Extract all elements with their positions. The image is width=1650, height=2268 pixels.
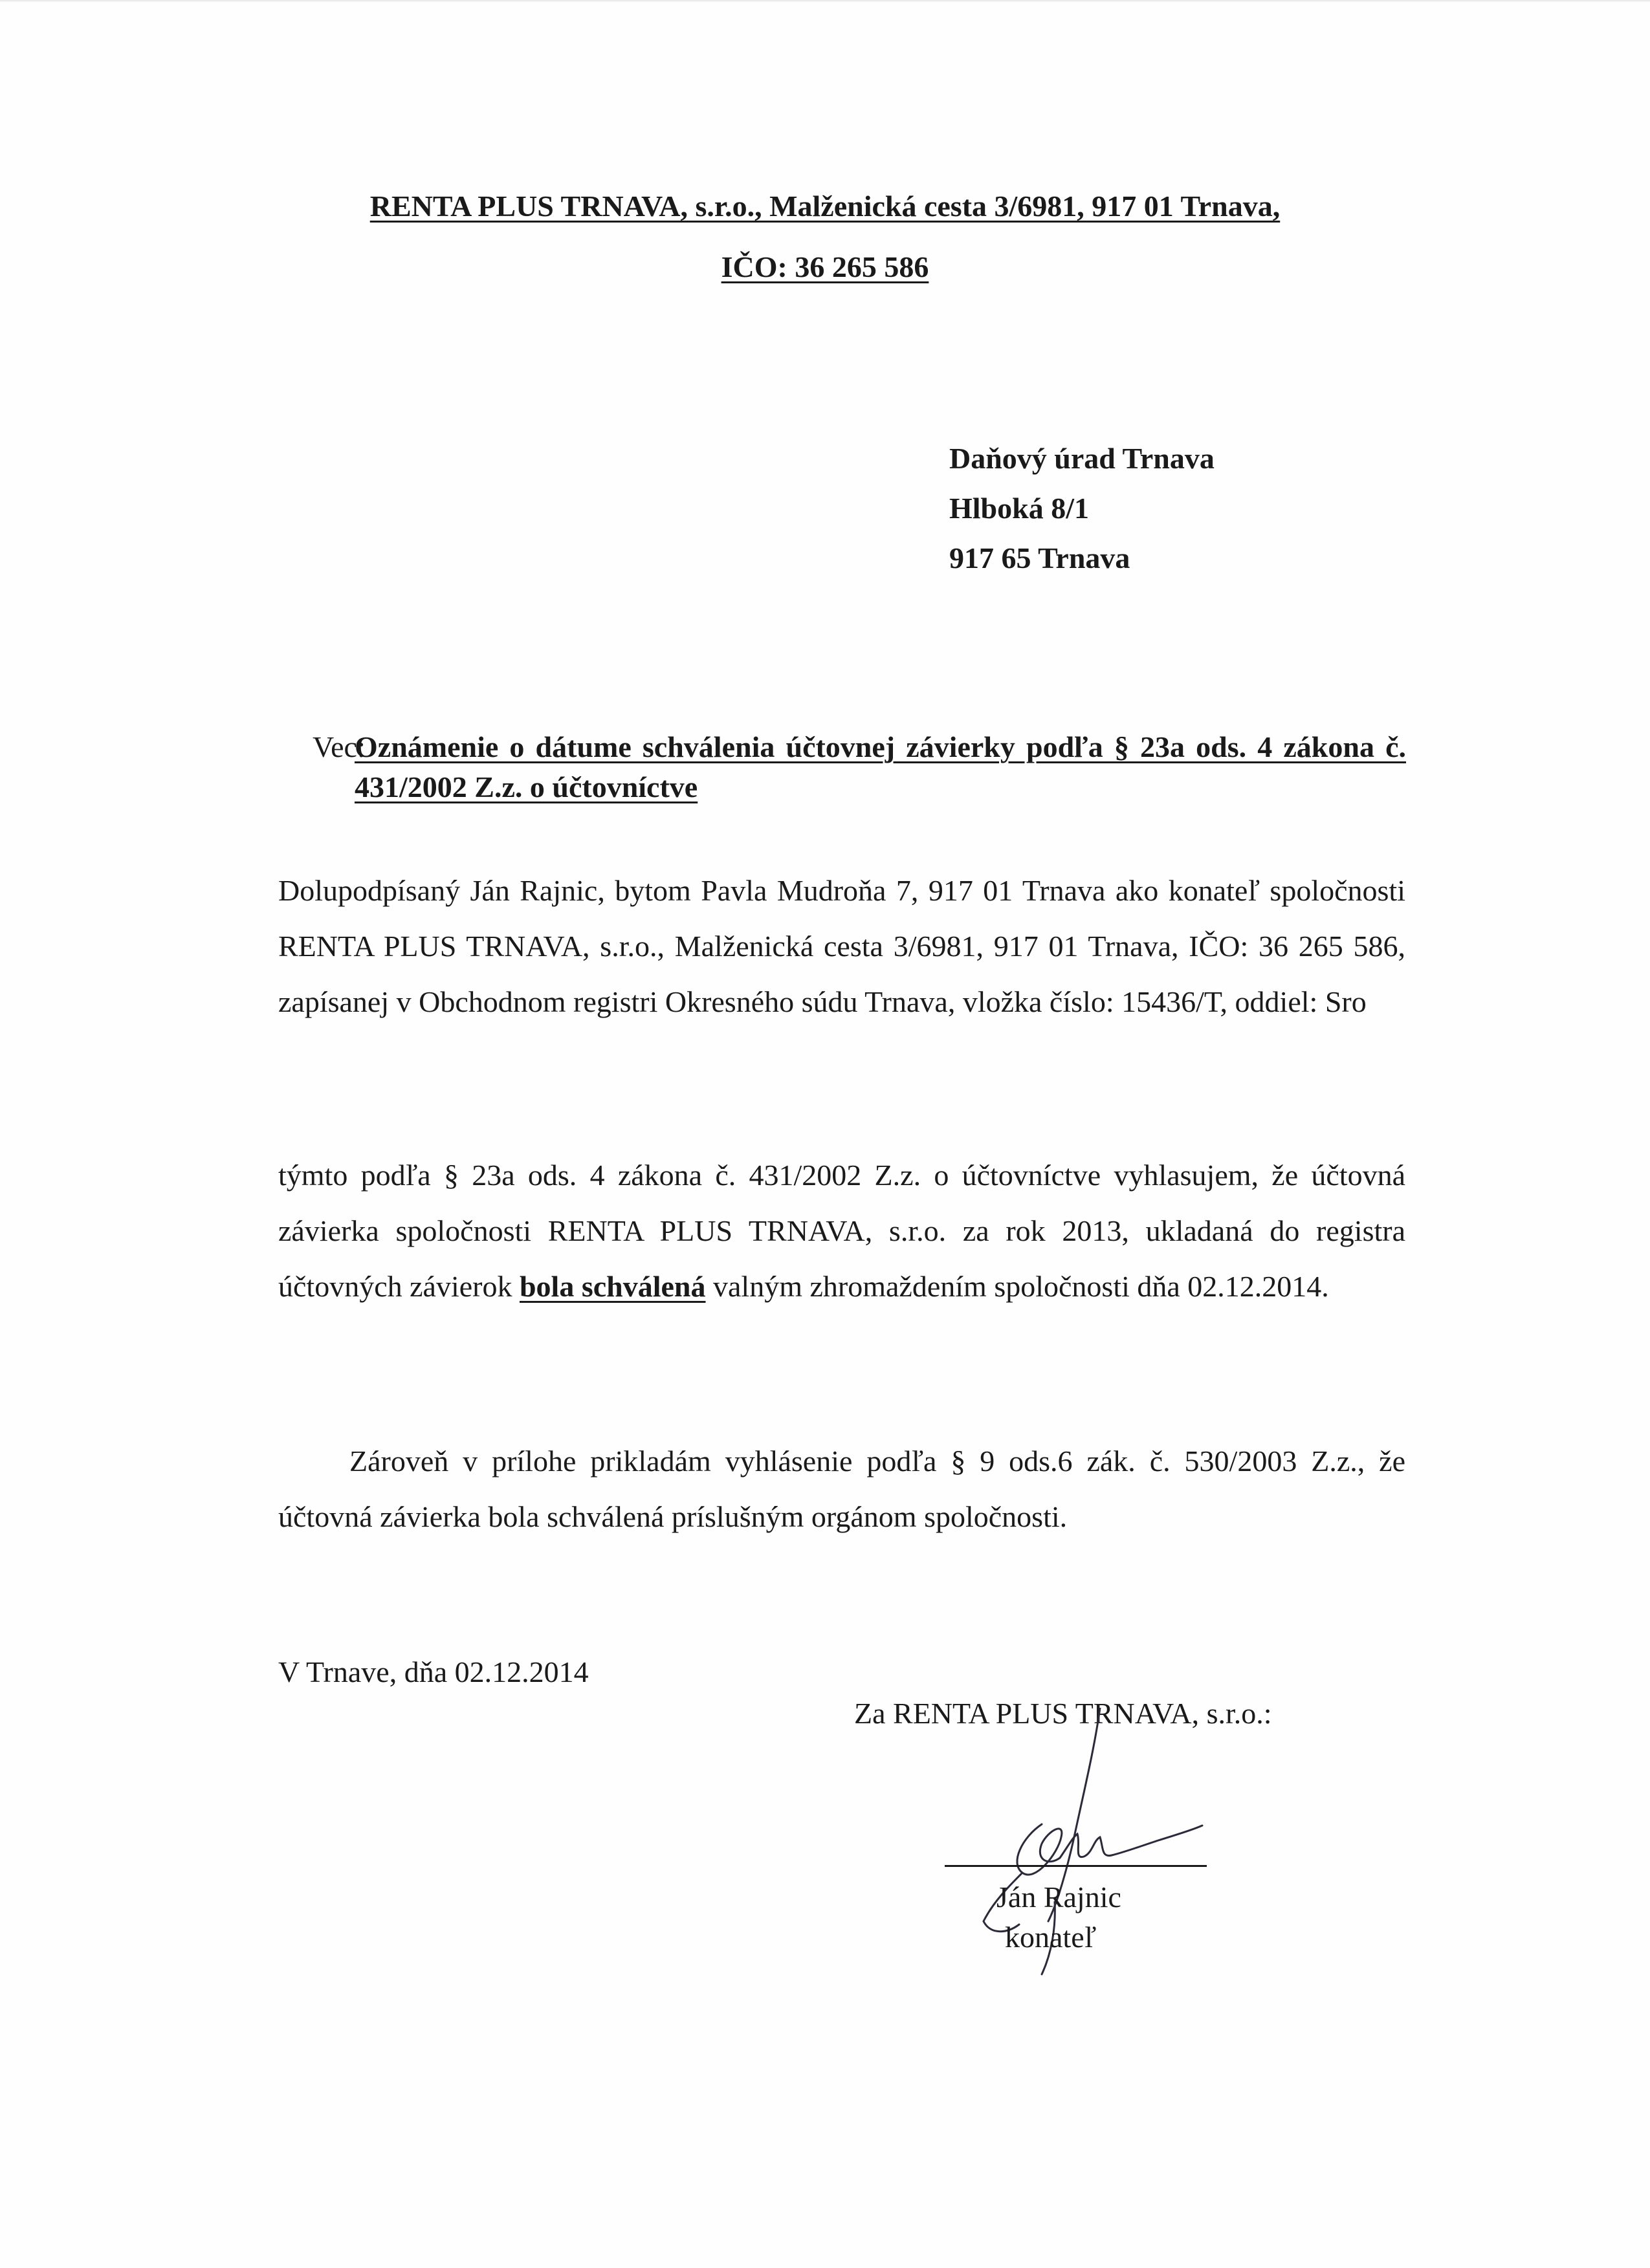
signer-role: konateľ [1005,1921,1097,1954]
subject-label: Vec: [313,730,366,763]
subject-text: Oznámenie o dátume schválenia účtovnej závierky podľa § 23a ods. 4 zákona č. 431/2002 Z.z. o účtovníctve [355,730,1406,803]
company-id-line: IČO: 36 265 586 [721,250,929,283]
signer-name: Ján Rajnic [996,1881,1121,1914]
recipient-address [949,433,1215,583]
recipient-street: Hlboká 8/1 [949,492,1090,525]
signature-company-line: Za RENTA PLUS TRNAVA, s.r.o.: [854,1697,1272,1730]
approval-emphasis: bola schválená [519,1270,706,1303]
paragraph-2-text-before: týmto podľa § 23a ods. 4 zákona č. 431/2002 Z.z. o účtovníctve vyhlasujem, že účtovná závierka spoločnosti RENTA PLUS TRNAVA, s.r.o. za rok 2013, ukladaná do registra účtovných závierok [278,1159,1405,1303]
company-header-line: RENTA PLUS TRNAVA, s.r.o., Malženická cesta 3/6981, 917 01 Trnava, [369,190,1281,223]
recipient-city: 917 65 Trnava [949,541,1130,574]
body-paragraph-1: Dolupodpísaný Ján Rajnic, bytom Pavla Mudroňa 7, 917 01 Trnava ako konateľ spoločnosti RENTA PLUS TRNAVA, s.r.o., Malženická cesta 3/6981, 917 01 Trnava, IČO: 36 265 586, zapísanej v Obchodnom registri Okresného súdu Trnava, vložka číslo: 15436/T, oddiel: Sro [278,874,1405,1018]
body-paragraph-3: Zároveň v prílohe prikladám vyhlásenie podľa § 9 ods.6 zák. č. 530/2003 Z.z., že účtovná závierka bola schválená príslušným orgánom spoločnosti. [278,1445,1405,1533]
paragraph-2-text-after: valným zhromaždením spoločnosti dňa 02.12.2014. [705,1270,1329,1303]
body-paragraph-2 [278,1148,1405,1314]
signature-line [945,1865,1207,1867]
place-and-date: V Trnave, dňa 02.12.2014 [278,1655,589,1688]
scan-edge [0,0,1650,3]
recipient-name: Daňový úrad Trnava [949,442,1215,475]
